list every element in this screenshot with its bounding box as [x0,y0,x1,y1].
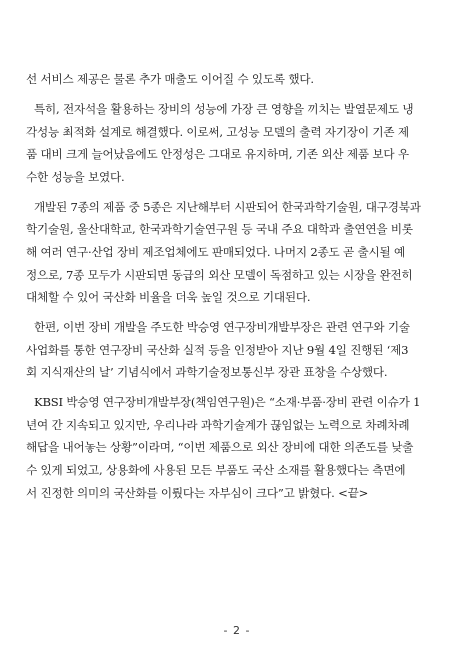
page-number: - 2 - [223,624,251,637]
document-body [26,68,446,504]
text-line: 년여 간 지속되고 있지만, 우리나라 과학기술계가 끊임없는 노력으로 차례차례 [26,417,410,432]
paragraph-quote [26,391,446,504]
paragraph-cooling-design [26,98,446,188]
text-line: 품 대비 크게 늘어났음에도 안정성은 그대로 유지하며, 기존 외산 제품 보다 우 [26,147,409,162]
text-line: 대체할 수 있어 국산화 비율을 더욱 높일 것으로 기대된다. [26,290,311,305]
text-line: 각성능 최적화 설계로 해결했다. 이로써, 고성능 모델의 출력 자기장이 기존 제 [26,124,409,139]
text-line: 특히, 전자석을 활용하는 장비의 성능에 가장 큰 영향을 끼치는 발열문제도 냉 [34,101,414,116]
text-line: KBSI 박승영 연구장비개발부장(책임연구원)은 “소재·부품·장비 관련 이슈가 1 [34,395,421,410]
text-line: 학기술원, 울산대학교, 한국과학기술연구원 등 국내 주요 대학과 출연연을 비롯 [26,222,413,237]
text-line: 선 서비스 제공은 물론 추가 매출도 이어질 수 있도록 했다. [26,72,314,86]
text-line: 사업화를 통한 연구장비 국산화 실적 등을 인정받아 지난 9월 4일 진행된 ‘제3 [26,342,409,357]
paragraph-sales [26,196,446,309]
text-line: 해답을 내어놓는 상황”이라며, “이번 제품으로 외산 장비에 대한 의존도를 낮출 [26,440,414,455]
text-line: 회 지식재산의 날’ 기념식에서 과학기술정보통신부 장관 표창을 수상했다. [26,365,388,380]
text-line: 수한 성능을 보였다. [26,169,125,184]
text-line: 한편, 이번 장비 개발을 주도한 박승영 연구장비개발부장은 관련 연구와 기술 [34,320,410,335]
paragraph-award [26,316,446,384]
text-line: 정으로, 7종 모두가 시판되면 동급의 외산 모델이 독점하고 있는 시장을 완전히 [26,267,413,282]
text-line: 수 있게 되었고, 상용화에 사용된 모든 부품도 국산 소재를 활용했다는 측면에 [26,463,406,478]
text-line: 개발된 7종의 제품 중 5종은 지난해부터 시판되어 한국과학기술원, 대구경북과 [34,199,421,214]
paragraph-service [26,68,446,91]
text-line: 해 여러 연구·산업 장비 제조업체에도 판매되었다. 나머지 2종도 곧 출시될 예 [26,244,405,259]
text-line: 서 진정한 의미의 국산화를 이뤘다는 자부심이 크다”고 밝혔다. <끝> [26,485,369,500]
